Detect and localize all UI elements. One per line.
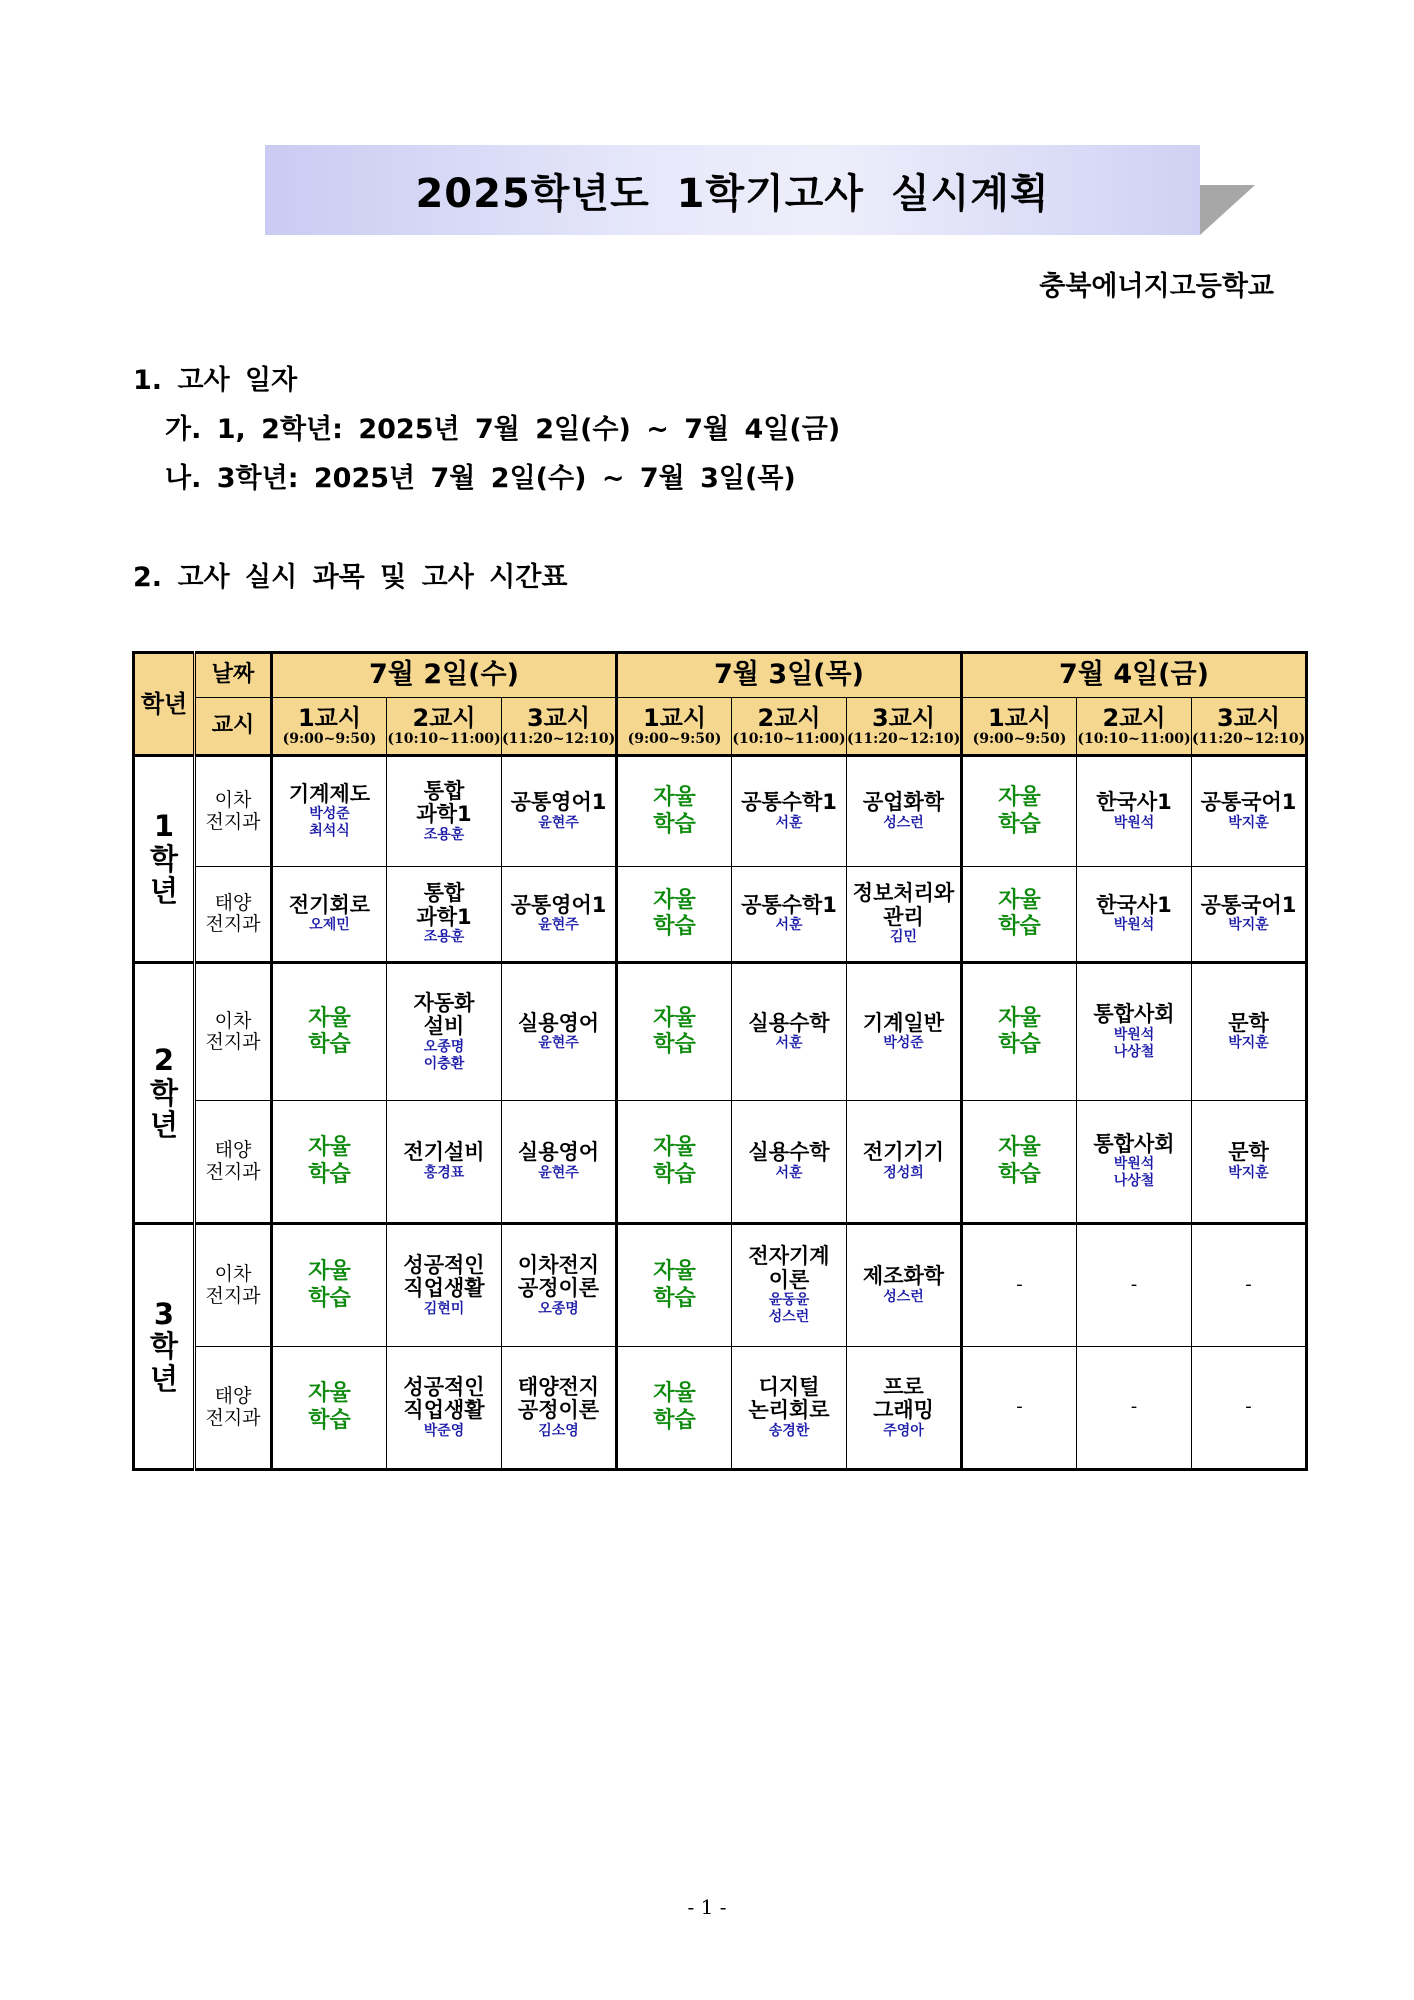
empty-cell (962, 1224, 1077, 1347)
period-name: 3교시 (526, 703, 591, 732)
self-study-cell (272, 1101, 387, 1224)
subject-name: 실용영어 (517, 1140, 600, 1165)
subject-name: 전기회로 (288, 892, 371, 917)
self-study-cell (617, 1101, 732, 1224)
teacher-name: 서훈 (775, 814, 803, 831)
period-time: (9:00~9:50) (282, 730, 377, 747)
period-time: (10:10~11:00) (1077, 730, 1191, 747)
subject-name: 자동화 설비 (413, 990, 475, 1039)
teacher-name: 주영아 (883, 1422, 924, 1439)
empty-dash: - (1130, 1396, 1138, 1418)
exam-cell (502, 867, 617, 963)
period-header (617, 698, 732, 756)
grade-label (134, 756, 195, 963)
title-shadow-triangle (1200, 185, 1255, 235)
empty-cell (962, 1347, 1077, 1470)
exam-cell (502, 756, 617, 867)
teacher-name: 박지훈 (1228, 917, 1269, 934)
subject-name: 통합 과학1 (416, 778, 472, 827)
teacher-name: 윤현주 (538, 1164, 579, 1181)
exam-dates-grade3: 나. 3학년: 2025년 7월 2일(수) ~ 7월 3일(목) (165, 463, 796, 494)
subject-name: 기계제도 (288, 781, 371, 806)
grade-label-char: 학 (149, 841, 178, 876)
subject-name: 문학 (1228, 1140, 1269, 1165)
self-study-label: 자율 학습 (653, 1135, 696, 1187)
self-study-label: 자율 학습 (308, 1135, 351, 1187)
teacher-name: 윤동윤 (768, 1292, 810, 1309)
period-header (847, 698, 962, 756)
exam-cell (1192, 1101, 1307, 1224)
exam-cell (1192, 867, 1307, 963)
period-name: 2교시 (757, 703, 821, 732)
self-study-cell (272, 1347, 387, 1470)
subject-name: 통합 과학1 (416, 881, 472, 929)
self-study-cell (617, 1347, 732, 1470)
grade-label-char: 학 (149, 1329, 178, 1364)
exam-cell (732, 963, 847, 1101)
teacher-name: 윤현주 (538, 1035, 579, 1052)
empty-dash: - (1016, 1396, 1023, 1418)
teacher-name: 박성준 (309, 806, 350, 823)
teacher-name: 박지훈 (1228, 814, 1269, 831)
teacher-name: 정성희 (883, 1164, 924, 1181)
teacher-name: 박원석 (1113, 917, 1155, 934)
teacher-name: 박준영 (423, 1422, 465, 1439)
table-row (134, 756, 1307, 867)
empty-cell (1077, 1347, 1192, 1470)
date-header: 7월 3일(목) (617, 653, 962, 698)
exam-dates-grade12: 가. 1, 2학년: 2025년 7월 2일(수) ~ 7월 4일(금) (165, 414, 841, 445)
exam-cell (847, 756, 962, 867)
subject-name: 문학 (1228, 1010, 1269, 1035)
subject-name: 전기설비 (403, 1140, 485, 1165)
table-row (134, 1347, 1307, 1470)
self-study-cell (272, 963, 387, 1101)
subject-name: 디지털 논리회로 (748, 1374, 830, 1423)
period-time: (9:00~9:50) (627, 730, 722, 747)
subject-name: 제조화학 (862, 1264, 945, 1289)
period-name: 1교시 (987, 703, 1052, 732)
period-header (502, 698, 617, 756)
teacher-name: 서훈 (775, 1035, 803, 1052)
self-study-label: 자율 학습 (308, 1381, 351, 1433)
self-study-cell (617, 1224, 732, 1347)
school-name: 충북에너지고등학교 (1039, 271, 1274, 302)
teacher-name: 박원석 (1113, 814, 1155, 831)
exam-cell (847, 867, 962, 963)
period-time: (11:20~12:10) (502, 730, 616, 747)
grade-label-char: 년 (149, 874, 178, 909)
teacher-name: 윤현주 (538, 917, 579, 934)
exam-cell (847, 963, 962, 1101)
exam-cell (272, 867, 387, 963)
empty-cell (1192, 1224, 1307, 1347)
teacher-name: 김민 (889, 929, 918, 946)
period-name: 2교시 (412, 703, 476, 732)
subject-name: 이차전지 공정이론 (517, 1252, 600, 1301)
period-name: 3교시 (1216, 703, 1281, 732)
period-name: 3교시 (871, 703, 936, 732)
exam-cell (847, 1224, 962, 1347)
subject-name: 공통국어1 (1200, 790, 1297, 815)
subject-name: 전자기계 이론 (748, 1244, 830, 1292)
subject-name: 통합사회 (1093, 1002, 1175, 1027)
subject-name: 태양전지 공정이론 (517, 1374, 600, 1423)
teacher-name: 홍경표 (423, 1164, 465, 1181)
exam-cell (732, 1347, 847, 1470)
grade-label (134, 1224, 195, 1470)
exam-cell (387, 1101, 502, 1224)
exam-cell (502, 1224, 617, 1347)
exam-cell (732, 1224, 847, 1347)
self-study-label: 자율 학습 (308, 1259, 351, 1311)
table-row (134, 963, 1307, 1101)
exam-cell (387, 1224, 502, 1347)
subject-name: 공통국어1 (1200, 892, 1297, 917)
exam-cell (1077, 963, 1192, 1101)
teacher-name: 조용훈 (423, 929, 465, 946)
self-study-cell (962, 867, 1077, 963)
subject-name: 실용수학 (748, 1010, 830, 1035)
department-label: 이차 전지과 (195, 963, 272, 1101)
period-header (387, 698, 502, 756)
teacher-name: 박원석 (1113, 1026, 1155, 1043)
self-study-cell (962, 963, 1077, 1101)
subject-name: 통합사회 (1093, 1131, 1175, 1156)
self-study-cell (617, 963, 732, 1101)
teacher-name: 김현미 (423, 1300, 465, 1317)
empty-cell (1192, 1347, 1307, 1470)
page-number: - 1 - (687, 1895, 727, 1919)
empty-dash: - (1016, 1274, 1023, 1296)
teacher-name: 서훈 (775, 1164, 803, 1181)
period-time: (9:00~9:50) (972, 730, 1067, 747)
empty-dash: - (1245, 1396, 1252, 1418)
grade-label-char: 학 (149, 1075, 178, 1110)
exam-cell (387, 756, 502, 867)
self-study-label: 자율 학습 (998, 1135, 1041, 1187)
self-study-label: 자율 학습 (653, 887, 696, 939)
section2-heading: 2. 고사 실시 과목 및 고사 시간표 (133, 562, 568, 593)
date-header: 7월 2일(수) (272, 653, 617, 698)
period-header (962, 698, 1077, 756)
subject-name: 실용수학 (748, 1140, 830, 1165)
self-study-cell (962, 1101, 1077, 1224)
exam-cell (847, 1347, 962, 1470)
self-study-label: 자율 학습 (998, 1005, 1041, 1057)
grade-label-char: 년 (149, 1361, 178, 1396)
self-study-cell (962, 756, 1077, 867)
self-study-label: 자율 학습 (998, 887, 1041, 939)
exam-timetable (132, 651, 1308, 1471)
subject-name: 프로 그래밍 (873, 1374, 934, 1423)
period-header (272, 698, 387, 756)
self-study-cell (272, 1224, 387, 1347)
subject-name: 기계일반 (862, 1010, 945, 1035)
department-label: 이차 전지과 (195, 1224, 272, 1347)
self-study-label: 자율 학습 (308, 1005, 351, 1057)
period-time: (11:20~12:10) (1192, 730, 1306, 747)
exam-cell (1077, 1101, 1192, 1224)
teacher-name: 김소영 (538, 1422, 579, 1439)
exam-cell (272, 756, 387, 867)
teacher-name: 박지훈 (1228, 1164, 1269, 1181)
teacher-name: 성스런 (883, 814, 924, 831)
department-label: 이차 전지과 (195, 756, 272, 867)
exam-cell (1192, 963, 1307, 1101)
self-study-label: 자율 학습 (653, 1259, 696, 1311)
period-time: (10:10~11:00) (387, 730, 501, 747)
period-label: 교시 (195, 698, 272, 756)
table-row (134, 1101, 1307, 1224)
exam-cell (1077, 756, 1192, 867)
period-header (1192, 698, 1307, 756)
teacher-name: 윤현주 (538, 814, 579, 831)
period-time: (10:10~11:00) (732, 730, 846, 747)
teacher-name: 오제민 (309, 917, 350, 934)
department-label: 태양 전지과 (195, 1101, 272, 1224)
teacher-name: 박성준 (883, 1035, 924, 1052)
department-label: 태양 전지과 (195, 867, 272, 963)
subject-name: 공통영어1 (510, 790, 607, 815)
self-study-cell (617, 756, 732, 867)
date-header: 7월 4일(금) (962, 653, 1307, 698)
teacher-name: 성스런 (768, 1309, 810, 1326)
teacher-name: 박지훈 (1228, 1035, 1269, 1052)
subject-name: 한국사1 (1096, 790, 1172, 815)
department-label: 태양 전지과 (195, 1347, 272, 1470)
exam-cell (1192, 756, 1307, 867)
exam-cell (1077, 867, 1192, 963)
subject-name: 정보처리와 관리 (852, 881, 955, 929)
subject-name: 실용영어 (517, 1010, 600, 1035)
period-name: 2교시 (1102, 703, 1166, 732)
subject-name: 공통영어1 (510, 892, 607, 917)
exam-cell (732, 1101, 847, 1224)
teacher-name: 송경한 (768, 1422, 810, 1439)
teacher-name: 오종명 (423, 1038, 465, 1055)
exam-cell (732, 756, 847, 867)
grade-label-char: 1 (153, 809, 175, 844)
date-label: 날짜 (195, 653, 272, 698)
self-study-label: 자율 학습 (653, 1381, 696, 1433)
teacher-name: 나상철 (1113, 1043, 1155, 1060)
teacher-name: 최석식 (309, 823, 350, 840)
exam-cell (732, 867, 847, 963)
exam-cell (502, 1347, 617, 1470)
empty-dash: - (1245, 1274, 1252, 1296)
period-name: 1교시 (642, 703, 707, 732)
exam-cell (387, 963, 502, 1101)
table-row (134, 1224, 1307, 1347)
teacher-name: 조용훈 (423, 826, 465, 843)
exam-cell (502, 1101, 617, 1224)
grade-header: 학년 (134, 653, 195, 756)
period-time: (11:20~12:10) (847, 730, 961, 747)
self-study-label: 자율 학습 (653, 785, 696, 837)
grade-label-char: 2 (153, 1043, 175, 1078)
subject-name: 공업화학 (862, 790, 945, 815)
table-row (134, 867, 1307, 963)
exam-cell (387, 1347, 502, 1470)
subject-name: 한국사1 (1096, 892, 1172, 917)
teacher-name: 박원석 (1113, 1156, 1155, 1173)
exam-cell (387, 867, 502, 963)
subject-name: 공통수학1 (741, 790, 837, 815)
period-name: 1교시 (297, 703, 362, 732)
empty-dash: - (1130, 1274, 1138, 1296)
grade-label-char: 3 (153, 1296, 175, 1331)
teacher-name: 성스런 (883, 1288, 924, 1305)
exam-cell (502, 963, 617, 1101)
subject-name: 공통수학1 (741, 892, 837, 917)
period-header (1077, 698, 1192, 756)
self-study-label: 자율 학습 (653, 1005, 696, 1057)
subject-name: 전기기기 (862, 1140, 945, 1165)
teacher-name: 서훈 (775, 917, 803, 934)
teacher-name: 이충환 (423, 1055, 465, 1072)
teacher-name: 오종명 (538, 1300, 579, 1317)
subject-name: 성공적인 직업생활 (403, 1252, 485, 1301)
teacher-name: 나상철 (1113, 1173, 1155, 1190)
grade-label-char: 년 (149, 1108, 178, 1143)
subject-name: 성공적인 직업생활 (403, 1374, 485, 1423)
self-study-label: 자율 학습 (998, 785, 1041, 837)
grade-label (134, 963, 195, 1224)
page-title: 2025학년도 1학기고사 실시계획 (415, 170, 1050, 217)
period-header (732, 698, 847, 756)
title-banner (265, 145, 1200, 235)
section1-heading: 1. 고사 일자 (133, 365, 298, 396)
empty-cell (1077, 1224, 1192, 1347)
self-study-cell (617, 867, 732, 963)
exam-cell (847, 1101, 962, 1224)
